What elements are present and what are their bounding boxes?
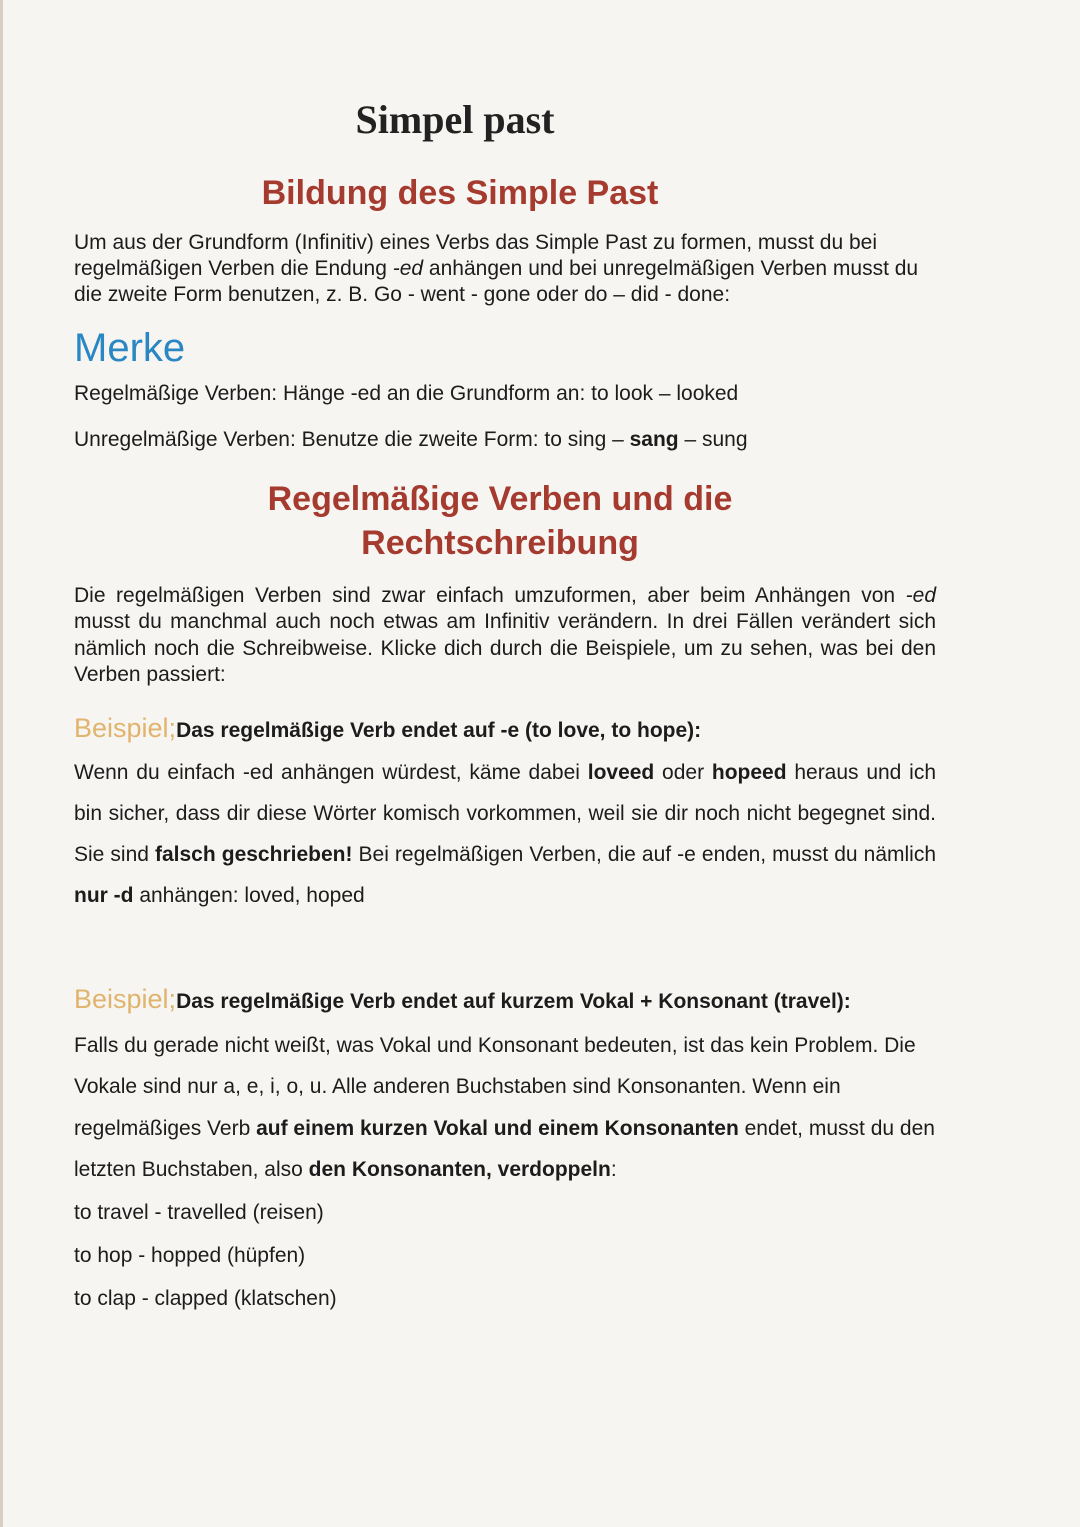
rechtschreibung-intro: [74, 583, 936, 689]
ex2-t1: Falls du gerade nicht weißt, was Vokal und Konsonant bedeuten, ist das kein Problem. Die Vokale sind nur a, e, i, o, u. Alle anderen Buchstaben sind Konsonanten. Wenn ein regelmäßiges Verb: [74, 1033, 916, 1140]
example-1-label: Beispiel;: [74, 712, 177, 743]
example-2-body: [74, 1025, 936, 1191]
section-heading-rechtschreibung: [69, 477, 931, 565]
ex1-b4: nur -d: [74, 883, 134, 907]
verb-example: to clap - clapped (klatschen): [74, 1286, 337, 1310]
verb-list: [74, 1191, 936, 1320]
ex1-b1: loveed: [587, 760, 655, 784]
ex2-t3: :: [610, 1158, 617, 1182]
ex1-t5: anhängen: loved, hoped: [133, 883, 365, 907]
ex1-b3: falsch geschrieben!: [155, 842, 353, 866]
document-page: [74, 96, 936, 1320]
intro-b: musst du manchmal auch noch etwas am Infinitiv verändern. In drei Fällen verändert sich nämlich noch die Schreibweise. Klicke dich durch die Beispiele, um zu sehen, was bei den Verben passiert:: [74, 610, 936, 687]
bildung-text-2: anhängen und bei unregelmäßigen Verben musst du die zweite Form benutzen, z. B. Go - went - gone oder do – did - done:: [74, 256, 919, 306]
intro-em: -ed: [905, 583, 936, 607]
example-2-label: Beispiel;: [74, 983, 177, 1014]
heading-line-1: Regelmäßige Verben und die: [267, 479, 733, 518]
rule-irregular-c: – sung: [678, 427, 748, 451]
page-edge: [0, 0, 3, 1527]
verb-example: to travel - travelled (reisen): [74, 1200, 324, 1224]
heading-line-2: Rechtschreibung: [361, 523, 639, 562]
bildung-text-1: Um aus der Grundform (Infinitiv) eines Verbs das Simple Past zu formen, musst du bei regelmäßigen Verben die Endung: [74, 230, 877, 280]
ex1-t3: heraus und ich bin sicher, dass dir diese Wörter komisch vorkommen, weil sie dir noch nicht begegnet sind. Sie sind: [74, 760, 936, 866]
bildung-ending: -ed: [392, 256, 424, 280]
example-1-title: Das regelmäßige Verb endet auf -e (to love, to hope):: [176, 718, 702, 742]
ex2-b2: den Konsonanten, verdoppeln: [308, 1158, 611, 1182]
ex1-b2: hopeed: [711, 760, 787, 784]
example-1-body: [74, 752, 936, 916]
rule-regular: Regelmäßige Verben: Hänge -ed an die Grundform an: to look – looked: [74, 381, 739, 405]
verb-example: to hop - hopped (hüpfen): [74, 1243, 306, 1267]
merke-heading: Merke: [74, 325, 186, 370]
rule-irregular: [74, 427, 936, 453]
example-2-title: Das regelmäßige Verb endet auf kurzem Vokal + Konsonant (travel):: [176, 989, 851, 1013]
ex1-t2: oder: [654, 760, 712, 784]
ex2-b1: auf einem kurzen Vokal und einem Konsonanten: [256, 1116, 739, 1140]
ex1-t4: Bei regelmäßigen Verben, die auf -e enden, musst du nämlich: [352, 842, 937, 866]
example-2-heading: [74, 984, 936, 1017]
intro-a: Die regelmäßigen Verben sind zwar einfach umzuformen, aber beim Anhängen von: [74, 583, 906, 607]
page-title: Simpel past: [355, 97, 555, 142]
rule-irregular-b: sang: [629, 427, 679, 451]
bildung-paragraph: [74, 230, 936, 308]
rule-irregular-a: Unregelmäßige Verben: Benutze die zweite Form: to sing –: [74, 427, 630, 451]
section-heading-bildung: Bildung des Simple Past: [261, 174, 659, 212]
ex1-t1: Wenn du einfach -ed anhängen würdest, käme dabei: [74, 760, 588, 784]
ex2-t2: endet, musst du den letzten Buchstaben, also: [74, 1116, 935, 1182]
example-1-heading: [74, 713, 936, 746]
